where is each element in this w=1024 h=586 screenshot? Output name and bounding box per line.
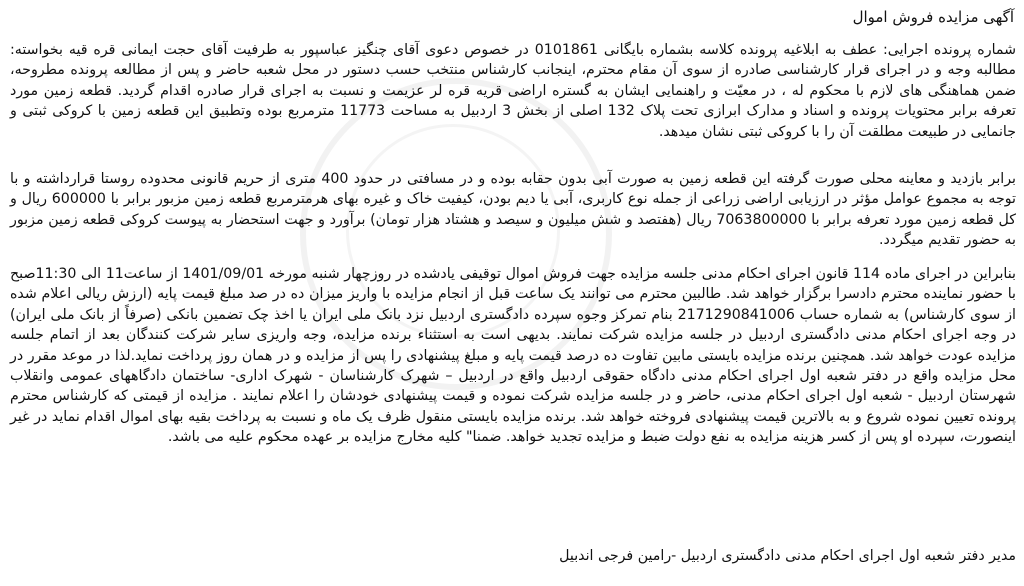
signature-line: مدیر دفتر شعبه اول اجرای احکام مدنی دادگستری اردبیل -رامین فرجی اندبیل xyxy=(559,548,1016,564)
paragraph-appraisal: برابر بازدید و معاینه محلی صورت گرفته این قطعه زمین به صورت آبی بدون حقابه بوده و در مسافتی در حدود 400 متری از حریم قانونی محدوده روستا قرارداشته و با توجه به مجموع عوامل مؤثر در ارزیابی اراضی زراعی از جمله نوع کاربری، آبی یا دیم بودن، کیفیت خاک و غیره بهای هرمترمربع قطعه زمین مزبور برابر با 600000 ریال و کل قطعه زمین مورد تعرفه برابر با 7063800000 ریال (هفتصد و شش میلیون و سیصد و هشتاد هزار تومان) برآورد و جهت استحضار به پیوست کروکی قطعه زمین مزبور به حضور تقدیم میگردد. xyxy=(10,171,1016,249)
paragraph-auction-terms: بنابراین در اجرای ماده 114 قانون اجرای احکام مدنی جلسه مزایده جهت فروش اموال توقیفی یادشده در روزچهار شنبه مورخه 1401/09/01 از ساعت11 الی 11:30صبح با حضور نماینده محترم دادسرا برگزار خواهد شد. طالبین محترم می توانند یک ساعت قبل از انجام مزایده با واریز میزان ده در صد مبلغ قیمت پایه (ارزش ریالی اعلام شده از سوی کارشناس) به شماره حساب 2171290841006 بنام تمرکز وجوه سپرده دادگستری اردبیل نزد بانک ملی ایران یا اخذ چک تضمین بانکی (صرفاً از بانک ملی ایران) در وجه اجرای احکام مدنی دادگستری اردبیل در جلسه مزایده شرکت نمایند. بدیهی است به استثناء برنده مزایده، وجه واریزی سایر شرکت کنندگان بعد از اتمام جلسه مزایده عودت خواهد شد. همچنین برنده مزایده بایستی مابین تفاوت ده درصد قیمت پایه و مبلغ پیشنهادی را پس از مزایده و در همان روز پرداخت نماید.لذا در موعد مقرر در محل مزایده واقع در دفتر شعبه اول اجرای احکام مدنی دادگاه حقوقی اردبیل واقع در اردبیل – شهرک کارشناسان - شهرک اداری- ساختمان دادگاههای عمومی وانقلاب شهرستان اردبیل - شعبه اول اجرای احکام مدنی، حاضر و در جلسه مزایده شرکت نموده و قیمت پیشنهادی خودشان را اعلام نمایند . مزایده از قیمتی که کارشناس محترم پرونده تعیین نموده شروع و به بالاترین قیمت پیشنهادی فروخته خواهد شد. برنده مزایده بایستی منقول ظرف یک ماه و نسبت به پرداخت بقیه بهای اموال اقدام نماید در غیر اینصورت، سپرده او پس از کسر هزینه مزایده به نفع دولت ضبط و مزایده تجدید خواهد. ضمنا" کلیه مخارج مزایده بر عهده محکوم علیه می باشد. xyxy=(10,266,1016,446)
paragraph-case-details: شماره پرونده اجرایی: عطف به ابلاغیه پرونده کلاسه بشماره بایگانی 0101861 در خصوص دعوی آقای چنگیز عباسپور به طرفیت آقای حجت ایمانی قره قیه بخواسته: مطالبه وجه و در اجرای قرار کارشناسی صادره از سوی آن مقام محترم، اینجانب کارشناس منتخب حسب دستور در محل شعبه حاضر و پس از مطالعه پرونده مطروحه، ضمن هماهنگی های لازم با محکوم له ، در معیّت و راهنمایی ایشان به گستره اراضی قریه قره لر عزیمت و نسبت به اجرای قرار صادره اقدام گردید. قطعه زمین مورد تعرفه برابر محتویات پرونده و اسناد و مدارک ابرازی تحت پلاک 132 اصلی از بخش 3 اردبیل به مساحت 11773 مترمربع بوده وتطبیق این قطعه زمین با کروکی ثبتی و جانمایی در طبیعت مطلقت آن را با کروکی ثبتی نشان میدهد. xyxy=(10,42,1016,140)
notice-title: آگهی مزایده فروش اموال xyxy=(852,8,1014,26)
